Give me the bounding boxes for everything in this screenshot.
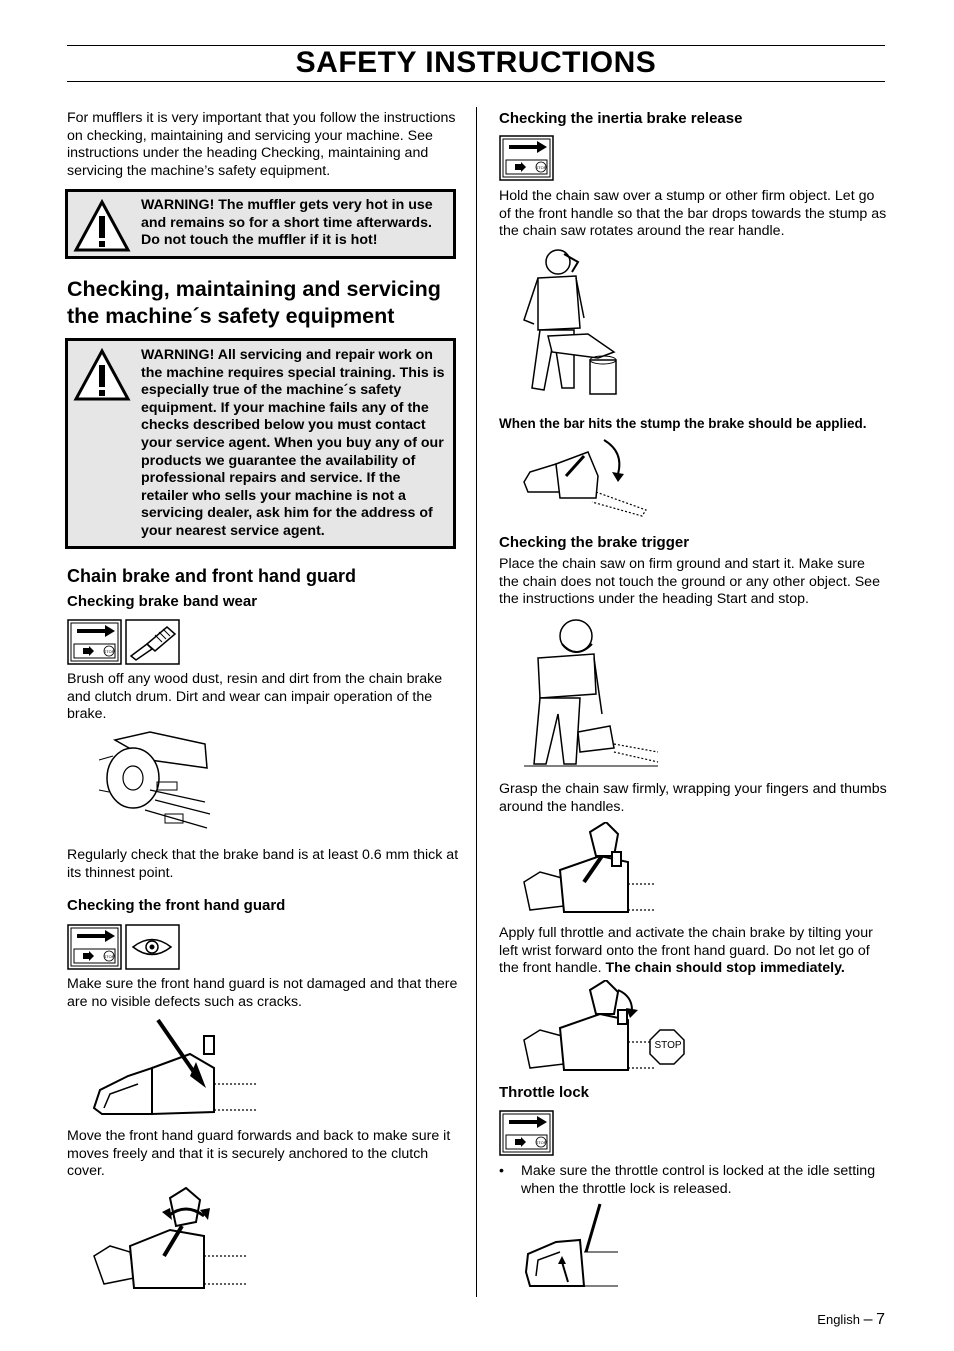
full-throttle-text-plain: Apply full throttle and activate the chain brake by tilting your left wrist forward onto the front hand guard. Do not let go of the front handle. xyxy=(499,925,873,976)
brake-band-illustration xyxy=(95,730,220,835)
chain-brake-heading: Chain brake and front hand guard xyxy=(67,566,357,586)
stop-icon-label: STOP xyxy=(103,649,115,654)
warning-triangle-icon xyxy=(72,347,132,405)
inertia-brake-caption: When the bar hits the stump the brake should be applied. xyxy=(499,416,867,431)
muffler-intro-text: For mufflers it is very important that you follow the instructions on checking, maintaining and servicing your machine. See instructions under the heading Checking, maintaining and servicing the machine’s safety equipment. xyxy=(67,110,456,179)
inertia-rotation-illustration xyxy=(520,436,650,522)
footer-dash: – xyxy=(863,1311,873,1328)
throttle-lock-illustration xyxy=(520,1202,620,1288)
page-footer xyxy=(817,1311,885,1329)
muffler-warning-text: WARNING! The muffler gets very hot in use and remains so for a short time afterwards. Do not touch the muffler if it is hot! xyxy=(141,197,433,249)
page-number: 7 xyxy=(876,1311,885,1328)
footer-language: English xyxy=(817,1312,860,1327)
brake-band-clean-text: Brush off any wood dust, resin and dirt from the chain brake and clutch drum. Dirt and wear can impair operation of the brake. xyxy=(67,671,443,722)
header-bottom-rule xyxy=(67,81,885,82)
inertia-test-illustration xyxy=(518,248,628,398)
brake-trigger-heading: Checking the brake trigger xyxy=(499,534,690,551)
move-hand-guard-text: Move the front hand guard forwards and back to make sure it moves freely and that it is securely anchored to the clutch cover. xyxy=(67,1128,451,1179)
throttle-lock-list xyxy=(499,1163,887,1198)
full-throttle-text xyxy=(499,925,887,978)
grasp-handles-illustration xyxy=(520,822,658,916)
brake-band-wear-heading: Checking brake band wear xyxy=(67,593,258,610)
stop-icon-label: STOP xyxy=(535,165,547,170)
front-hand-guard-text: Make sure the front hand guard is not damaged and that there are no visible defects such as cracks. xyxy=(67,976,458,1010)
engine-stop-icon xyxy=(499,1110,554,1156)
inertia-brake-text: Hold the chain saw over a stump or other firm object. Let go of the front handle so that the bar drops towards the stump as the chain saw rotates around the rear handle. xyxy=(499,188,887,239)
column-divider xyxy=(476,107,477,1297)
check-icons-eye xyxy=(67,924,181,970)
list-item: • Make sure the throttle control is locked at the idle setting when the throttle lock is released. xyxy=(499,1163,887,1198)
page-title: SAFETY INSTRUCTIONS xyxy=(295,46,657,79)
stop-icon-label: STOP xyxy=(535,1140,547,1145)
inertia-brake-heading: Checking the inertia brake release xyxy=(499,110,743,127)
brake-trigger-text: Place the chain saw on firm ground and start it. Make sure the chain does not touch the ground or any other object. See the instructions under the heading Start and stop. xyxy=(499,556,880,607)
warning-triangle-icon xyxy=(72,198,132,256)
stop-sign-label: STOP xyxy=(654,1040,682,1051)
servicing-warning-box xyxy=(65,338,456,549)
engine-stop-icon xyxy=(499,135,554,181)
front-hand-guard-heading: Checking the front hand guard xyxy=(67,897,286,914)
grasp-saw-text: Grasp the chain saw firmly, wrapping your fingers and thumbs around the handles. xyxy=(499,781,887,815)
check-icons-brush xyxy=(67,619,181,665)
full-throttle-text-bold: The chain should stop immediately. xyxy=(605,960,845,976)
muffler-warning-box xyxy=(65,189,456,259)
hand-guard-move-illustration xyxy=(90,1186,250,1290)
safety-equipment-heading: Checking, maintaining and servicing the machine´s safety equipment xyxy=(67,277,441,328)
brake-band-thickness-text: Regularly check that the brake band is at least 0.6 mm thick at its thinnest point. xyxy=(67,847,459,881)
engine-stop-icon xyxy=(67,924,181,970)
stop-icon-label: STOP xyxy=(103,954,115,959)
chain-brake-stop-illustration xyxy=(520,980,700,1074)
brake-trigger-illustration xyxy=(518,614,660,770)
throttle-lock-heading: Throttle lock xyxy=(499,1084,590,1101)
hand-guard-inspect-illustration xyxy=(90,1018,258,1116)
servicing-warning-text: WARNING! All servicing and repair work on the machine requires special training. This is especially true of the machine´s safety equipment. If your machine fails any of the checks described below you must contact your service agent. When you buy any of our products we guarantee the availability of professional repairs and service. If the retailer who sells your machine is not a servicing dealer, ask him for the address of your nearest service agent. xyxy=(141,347,445,539)
engine-stop-icon xyxy=(67,619,181,665)
